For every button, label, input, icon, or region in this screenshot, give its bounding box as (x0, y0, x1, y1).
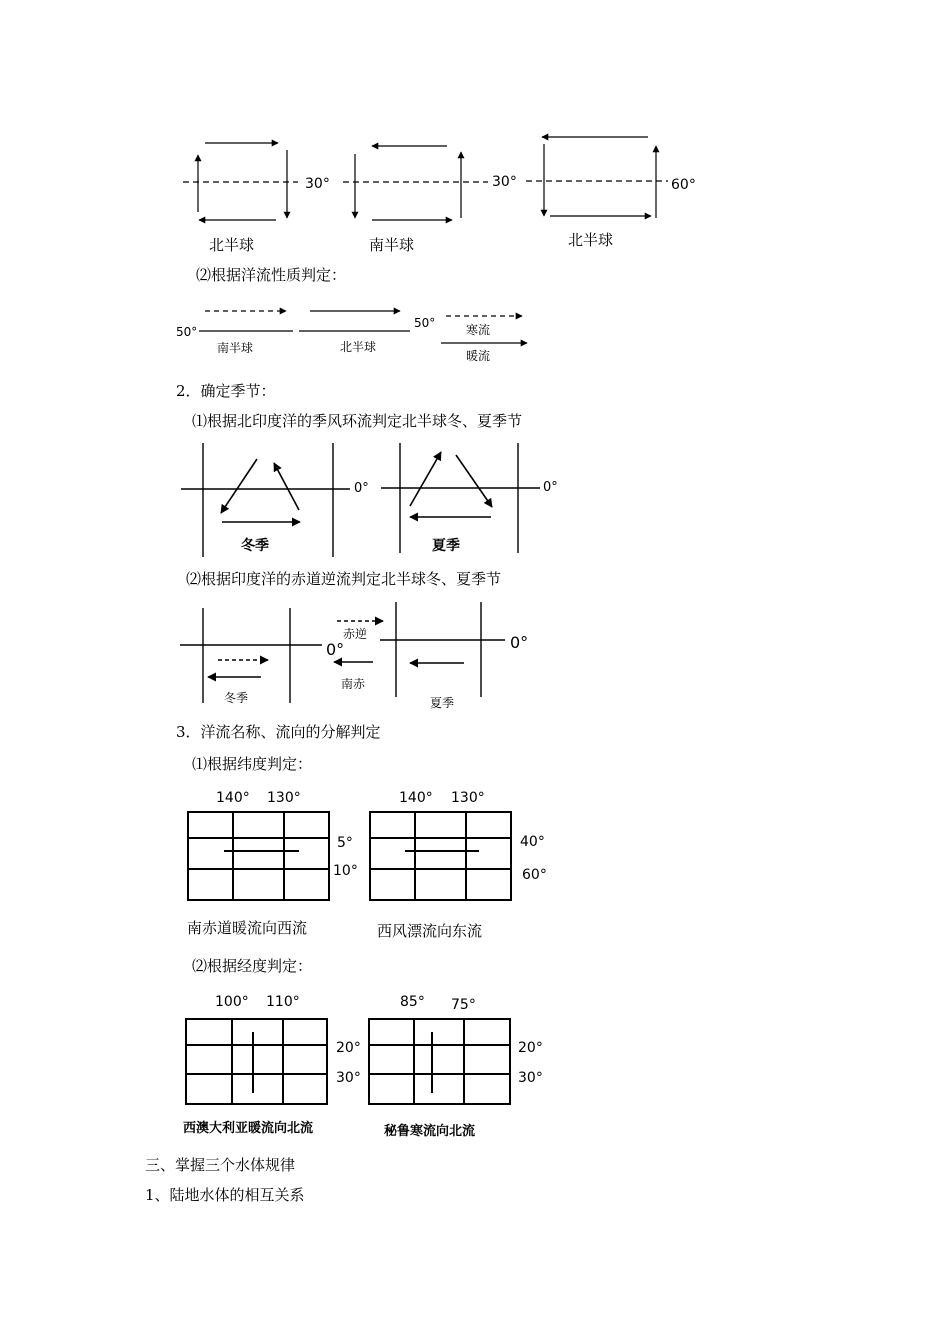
heading-determine-season: 2．确定季节： (176, 382, 276, 400)
longitude-label-130-a: 130° (267, 790, 301, 806)
latitude-label-10: 10° (333, 863, 358, 879)
gyre-diagram (183, 137, 668, 220)
latitude-grid-diagram (188, 812, 511, 900)
heading-water-body-rules: 三、掌握三个水体规律 (145, 1156, 296, 1174)
grid-frame-west-wind-drift (370, 812, 511, 900)
equator-label-counter-left: 0° (326, 640, 345, 659)
latitude-label-60: 60° (671, 177, 696, 193)
monsoon-circulation-diagram (181, 443, 540, 557)
caption-summer-monsoon: 夏季 (432, 538, 460, 554)
winter-arrow-descending (221, 459, 257, 513)
subheading-latitude-judgement: ⑴根据纬度判定： (192, 755, 313, 773)
latitude-label-50-right: 50° (414, 316, 436, 330)
latitude-label-5: 5° (337, 835, 353, 851)
longitude-label-110: 110° (266, 994, 300, 1010)
caption-summer-counter: 夏季 (430, 696, 455, 710)
caption-west-wind-drift-east: 西风漂流向东流 (377, 922, 483, 940)
latitude-label-30-b: 30° (492, 174, 517, 190)
grid-frame-west-australia (186, 1019, 327, 1104)
longitude-label-85: 85° (400, 994, 425, 1010)
longitude-label-140-b: 140° (399, 790, 433, 806)
equator-label-monsoon-right: 0° (543, 480, 558, 495)
subheading-longitude-judgement: ⑵根据经度判定： (192, 957, 313, 975)
subheading-monsoon-judgement: ⑴根据北印度洋的季风环流判定北半球冬、夏季节 (192, 412, 523, 430)
legend-counter-label: 赤逆 (343, 627, 368, 641)
caption-northern-hemisphere-nature: 北半球 (340, 340, 377, 354)
summer-arrow-ascending (410, 452, 441, 506)
equator-label-monsoon-left: 0° (354, 481, 369, 496)
heading-current-name-direction: 3．洋流名称、流向的分解判定 (176, 723, 381, 741)
legend-warm-label: 暖流 (466, 349, 491, 363)
longitude-grid-diagram (186, 1019, 510, 1104)
longitude-label-140-a: 140° (216, 790, 250, 806)
longitude-label-130-b: 130° (451, 790, 485, 806)
heading-land-water-relations: 1、陆地水体的相互关系 (145, 1186, 305, 1204)
latitude-label-30-grid-b: 30° (518, 1070, 543, 1086)
winter-arrow-ascending (274, 463, 299, 510)
caption-northern-hemisphere-b: 北半球 (568, 231, 614, 249)
caption-winter-counter: 冬季 (224, 691, 249, 705)
caption-southern-hemisphere: 南半球 (369, 236, 415, 254)
latitude-label-50-left: 50° (176, 325, 198, 339)
longitude-label-75: 75° (451, 997, 476, 1013)
grid-frame-peru (369, 1019, 510, 1104)
latitude-label-20-a: 20° (336, 1040, 361, 1056)
latitude-label-40: 40° (520, 834, 545, 850)
caption-winter-monsoon: 冬季 (241, 538, 269, 554)
caption-peru-cold-north: 秘鲁寒流向北流 (384, 1124, 476, 1139)
latitude-label-30-a: 30° (305, 176, 330, 192)
latitude-label-60-grid: 60° (522, 867, 547, 883)
caption-south-equatorial-warm-west: 南赤道暖流向西流 (187, 919, 308, 937)
latitude-label-20-b: 20° (518, 1040, 543, 1056)
latitude-label-30-grid-a: 30° (336, 1070, 361, 1086)
legend-south-equatorial-label: 南赤 (341, 677, 366, 691)
subheading-counter-current-judgement: ⑵根据印度洋的赤道逆流判定北半球冬、夏季节 (186, 570, 502, 588)
grid-frame-south-equatorial (188, 812, 329, 900)
summer-arrow-descending (456, 455, 492, 507)
subheading-nature-judgement: ⑵根据洋流性质判定： (196, 266, 347, 284)
caption-west-australia-warm-north: 西澳大利亚暖流向北流 (183, 1121, 314, 1136)
caption-southern-hemisphere-nature: 南半球 (217, 341, 254, 355)
equator-label-counter-right: 0° (510, 633, 529, 652)
caption-northern-hemisphere-a: 北半球 (209, 236, 255, 254)
longitude-label-100: 100° (215, 994, 249, 1010)
legend-cold-label: 寒流 (466, 323, 491, 337)
